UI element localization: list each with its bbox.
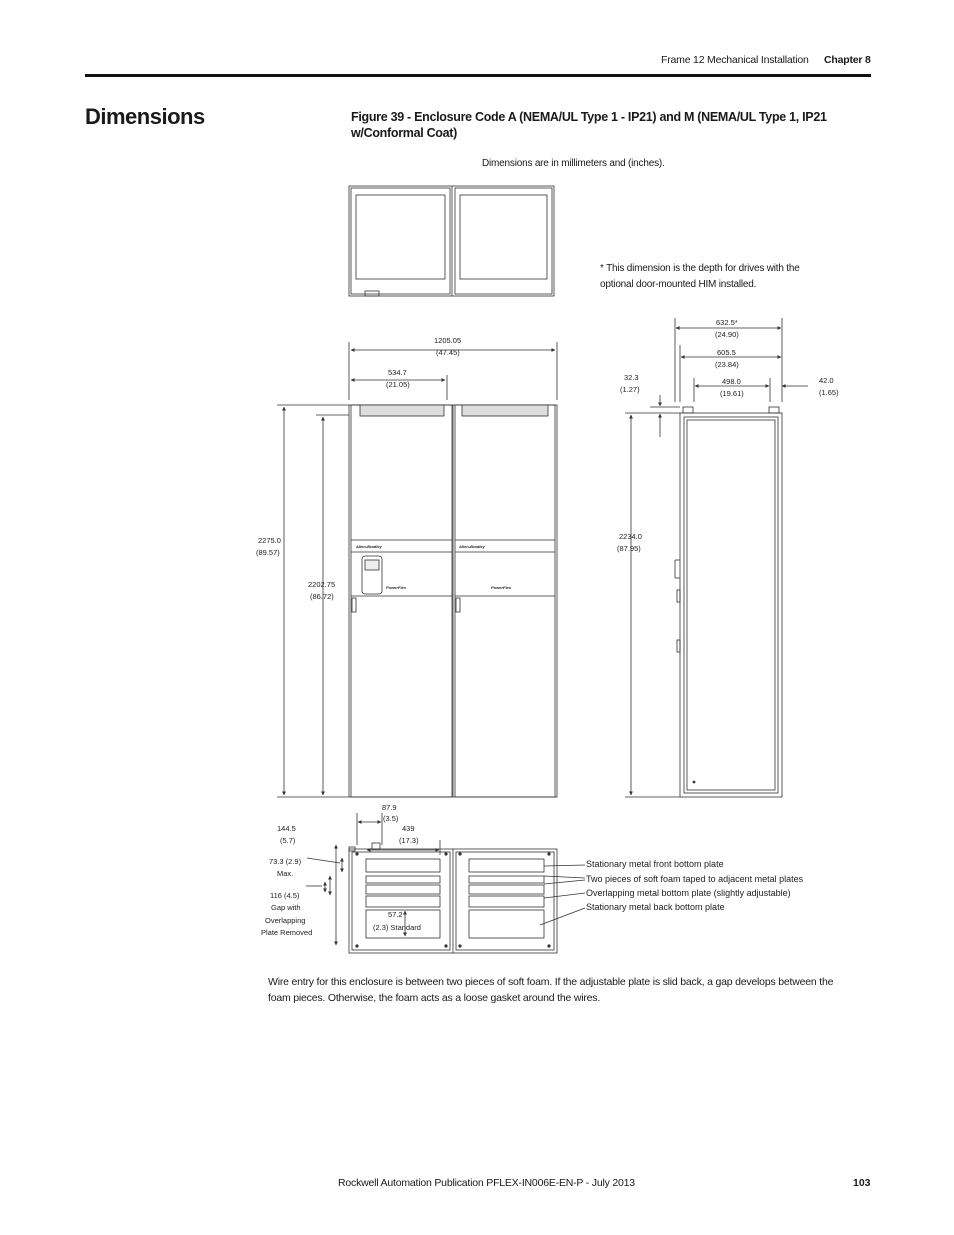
running-header-chapter: Chapter 8	[824, 54, 871, 66]
dim-116: 116 (4.5)	[270, 891, 300, 900]
dim-offset-top: 32.3	[624, 373, 639, 382]
dim-57-2: 57.2	[388, 910, 403, 919]
dim-side-height: 2234.0	[619, 532, 642, 541]
dim-cabinet-height-in: (86.72)	[310, 592, 334, 601]
dim-116-line4: Plate Removed	[261, 928, 313, 937]
top-view	[349, 186, 554, 296]
dim-overall-height-in: (89.57)	[256, 548, 280, 557]
dim-overall-width: 1205.05	[434, 336, 462, 345]
figure-title: Figure 39 - Enclosure Code A (NEMA/UL Type 1 - IP21) and M (NEMA/UL Type 1, IP21 w/Conformal Coat)	[351, 110, 827, 140]
units-note: Dimensions are in millimeters and (inches).	[482, 158, 665, 169]
callout-overlapping-plate: Overlapping metal bottom plate (slightly adjustable)	[586, 888, 791, 898]
dim-cabinet-width: 534.7	[388, 368, 407, 377]
brand-label-right: Allen-Bradley	[459, 544, 485, 549]
dim-side-height-in: (87.95)	[617, 544, 641, 553]
dim-inner-depth-in: (19.61)	[720, 389, 744, 398]
depth-note: * This dimension is the depth for drives with the optional door-mounted HIM installed.	[600, 263, 800, 290]
dim-depth-him-in: (24.90)	[715, 330, 739, 339]
dim-depth: 605.5	[717, 348, 736, 357]
dim-offset-right: 42.0	[819, 376, 834, 385]
dim-inner-depth: 498.0	[722, 377, 741, 386]
dim-offset-top-in: (1.27)	[620, 385, 640, 394]
callout-back-plate: Stationary metal back bottom plate	[586, 902, 725, 912]
section-title: Dimensions	[85, 104, 205, 129]
dim-cabinet-height: 2202.75	[308, 580, 336, 589]
dim-87-9-in: (3.5)	[383, 814, 399, 823]
brand-label-left: Allen-Bradley	[356, 544, 382, 549]
product-label-left: PowerFlex	[386, 585, 407, 590]
dim-439: 439	[402, 824, 415, 833]
dim-offset-right-in: (1.65)	[819, 388, 839, 397]
callout-front-plate: Stationary metal front bottom plate	[586, 859, 724, 869]
dim-144-5: 144.5	[277, 824, 296, 833]
dim-73-3: 73.3 (2.9)	[269, 857, 302, 866]
dim-57-2-in: (2.3) Standard	[373, 923, 421, 932]
front-view	[277, 342, 557, 797]
dim-144-5-in: (5.7)	[280, 836, 296, 845]
side-view	[625, 318, 808, 797]
body-paragraph: Wire entry for this enclosure is between two pieces of soft foam. If the adjustable plate is slid back, a gap develops between the foam pieces. Otherwise, the foam acts as a loose gasket around the wires.	[268, 976, 834, 1004]
dim-depth-him: 632.5*	[716, 318, 738, 327]
dim-cabinet-width-in: (21.05)	[386, 380, 410, 389]
dim-116-line3: Overlapping	[265, 916, 306, 925]
footer-publication: Rockwell Automation Publication PFLEX-IN006E-EN-P - July 2013	[338, 1177, 635, 1189]
running-header-section: Frame 12 Mechanical Installation	[661, 54, 809, 66]
product-label-right: PowerFlex	[491, 585, 512, 590]
dim-overall-width-in: (47.45)	[436, 348, 460, 357]
callout-soft-foam: Two pieces of soft foam taped to adjacent metal plates	[586, 874, 804, 884]
dim-439-in: (17.3)	[399, 836, 419, 845]
dim-73-3-max: Max.	[277, 869, 294, 878]
dim-116-line2: Gap with	[271, 903, 301, 912]
dim-overall-height: 2275.0	[258, 536, 281, 545]
dim-depth-in: (23.84)	[715, 360, 739, 369]
bottom-view	[306, 813, 585, 953]
page-number: 103	[853, 1177, 871, 1189]
dim-87-9: 87.9	[382, 803, 397, 812]
